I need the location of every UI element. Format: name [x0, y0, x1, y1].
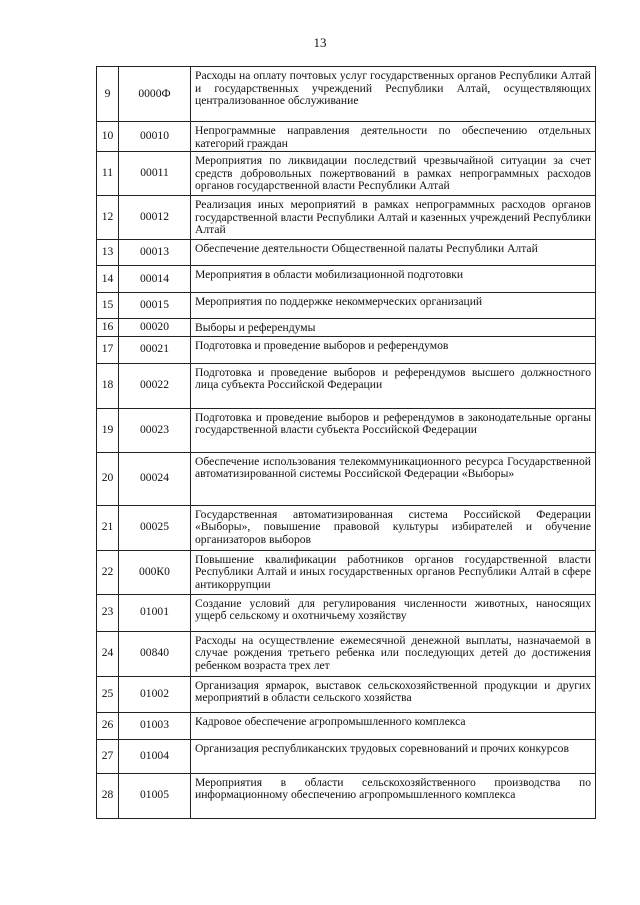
row-number: 25	[97, 676, 119, 712]
row-description: Государственная автоматизированная система Российской Федерации «Выборы», повышение правовой культуры избирателей и обучение организаторов выборов	[191, 505, 596, 550]
row-number: 24	[97, 631, 119, 676]
table-row	[97, 319, 596, 337]
row-description: Мероприятия по ликвидации последствий чрезвычайной ситуации за счет средств добровольных пожертвований в рамках непрограммных расходов органов государственной власти Республики Алтай	[191, 152, 596, 196]
row-code: 00014	[119, 266, 191, 293]
row-description: Кадровое обеспечение агропромышленного комплекса	[191, 712, 596, 739]
row-description: Создание условий для регулирования численности животных, наносящих ущерб сельскому и охотничьему хозяйству	[191, 594, 596, 631]
row-code: 01003	[119, 712, 191, 739]
table-row	[97, 594, 596, 631]
row-code: 00021	[119, 336, 191, 363]
table-row	[97, 631, 596, 676]
row-description: Реализация иных мероприятий в рамках непрограммных расходов органов государственной власти Республики Алтай и казенных учреждений Республики Алтай	[191, 196, 596, 240]
row-code: 01002	[119, 676, 191, 712]
table-body	[97, 67, 596, 819]
row-code: 00012	[119, 196, 191, 240]
row-number: 15	[97, 293, 119, 319]
table-row	[97, 196, 596, 240]
row-number: 11	[97, 152, 119, 196]
row-description: Подготовка и проведение выборов и референдумов высшего должностного лица субъекта Российской Федерации	[191, 363, 596, 408]
row-code: 0000Ф	[119, 67, 191, 122]
table-row	[97, 266, 596, 293]
row-code: 01004	[119, 739, 191, 773]
row-description: Выборы и референдумы	[191, 319, 596, 337]
row-number: 12	[97, 196, 119, 240]
row-code: 00015	[119, 293, 191, 319]
row-code: 00840	[119, 631, 191, 676]
row-number: 14	[97, 266, 119, 293]
table-row	[97, 505, 596, 550]
row-code: 00011	[119, 152, 191, 196]
row-description: Повышение квалификации работников органов государственной власти Республики Алтай и иных государственных органов Республики Алтай в сфере антикоррупции	[191, 550, 596, 594]
row-number: 21	[97, 505, 119, 550]
table-row	[97, 773, 596, 818]
row-number: 9	[97, 67, 119, 122]
row-description: Организация ярмарок, выставок сельскохозяйственной продукции и других мероприятий в области сельского хозяйства	[191, 676, 596, 712]
row-code: 00024	[119, 452, 191, 505]
row-description: Обеспечение деятельности Общественной палаты Республики Алтай	[191, 240, 596, 266]
row-description: Непрограммные направления деятельности по обеспечению отдельных категорий граждан	[191, 122, 596, 152]
row-number: 16	[97, 319, 119, 337]
row-code: 00022	[119, 363, 191, 408]
row-code: 00025	[119, 505, 191, 550]
row-code: 00013	[119, 240, 191, 266]
table-row	[97, 676, 596, 712]
row-number: 20	[97, 452, 119, 505]
row-description: Расходы на оплату почтовых услуг государственных органов Республики Алтай и государственных учреждений Республики Алтай, осуществляющих централизованное обслуживание	[191, 67, 596, 122]
row-number: 13	[97, 240, 119, 266]
row-description: Мероприятия по поддержке некоммерческих организаций	[191, 293, 596, 319]
table-row	[97, 452, 596, 505]
table-row	[97, 336, 596, 363]
row-number: 23	[97, 594, 119, 631]
row-number: 27	[97, 739, 119, 773]
row-code: 01001	[119, 594, 191, 631]
row-description: Мероприятия в области мобилизационной подготовки	[191, 266, 596, 293]
table-row	[97, 152, 596, 196]
row-description: Организация республиканских трудовых соревнований и прочих конкурсов	[191, 739, 596, 773]
budget-codes-table	[96, 66, 596, 819]
row-description: Подготовка и проведение выборов и референдумов	[191, 336, 596, 363]
table-row	[97, 240, 596, 266]
table-row	[97, 739, 596, 773]
row-description: Расходы на осуществление ежемесячной денежной выплаты, назначаемой в случае рождения третьего ребенка или последующих детей до достижения ребенком возраста трех лет	[191, 631, 596, 676]
row-code: 000К0	[119, 550, 191, 594]
row-description: Подготовка и проведение выборов и референдумов в законодательные органы государственной власти субъекта Российской Федерации	[191, 408, 596, 452]
row-code: 01005	[119, 773, 191, 818]
page-number: 13	[313, 35, 327, 50]
table-row	[97, 712, 596, 739]
row-code: 00023	[119, 408, 191, 452]
row-number: 28	[97, 773, 119, 818]
row-description: Мероприятия в области сельскохозяйственного производства по информационному обеспечению агропромышленного комплекса	[191, 773, 596, 818]
table-row	[97, 363, 596, 408]
table-row	[97, 550, 596, 594]
row-number: 26	[97, 712, 119, 739]
table-row	[97, 122, 596, 152]
row-code: 00020	[119, 319, 191, 337]
table-row	[97, 293, 596, 319]
row-description: Обеспечение использования телекоммуникационного ресурса Государственной автоматизированной системы Российской Федерации «Выборы»	[191, 452, 596, 505]
row-number: 10	[97, 122, 119, 152]
row-number: 17	[97, 336, 119, 363]
table-row	[97, 408, 596, 452]
table-row	[97, 67, 596, 122]
row-number: 18	[97, 363, 119, 408]
row-number: 22	[97, 550, 119, 594]
row-code: 00010	[119, 122, 191, 152]
row-number: 19	[97, 408, 119, 452]
